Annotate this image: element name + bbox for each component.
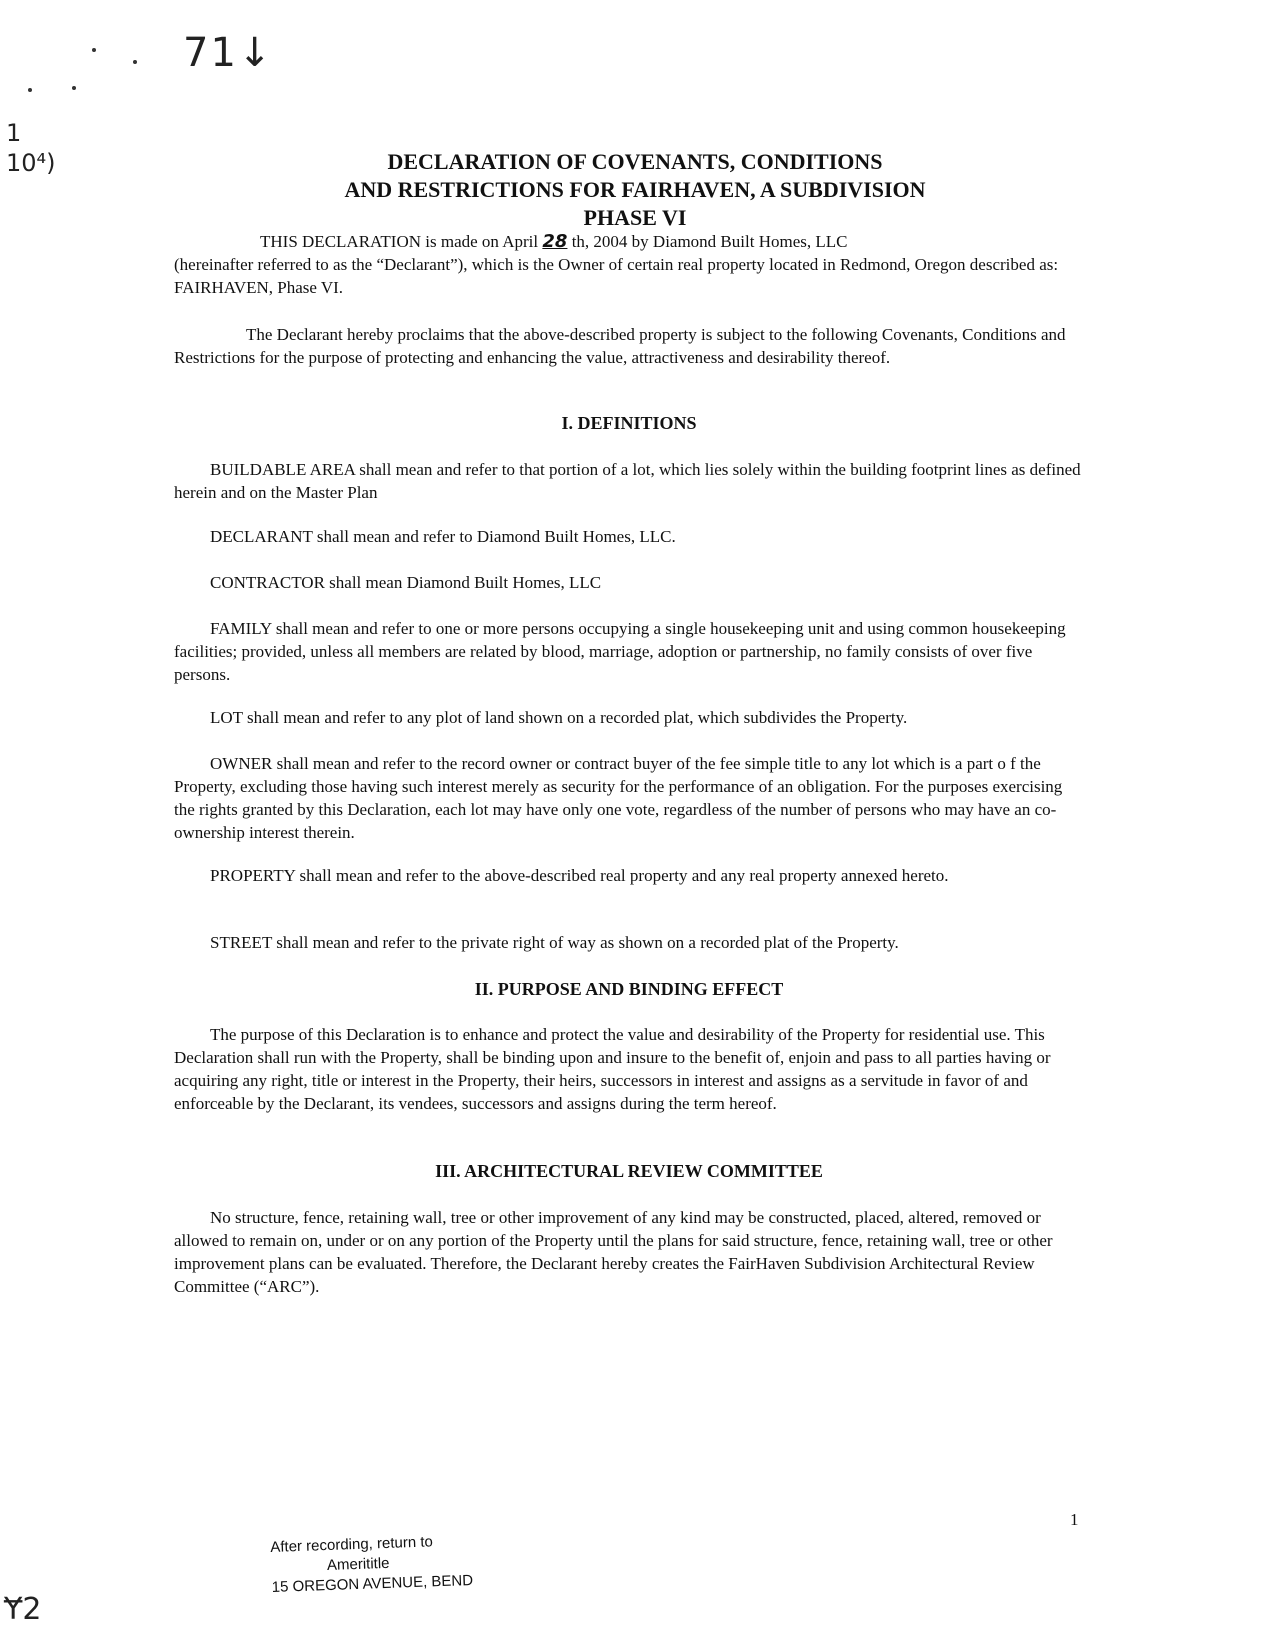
arc-text: No structure, fence, retaining wall, tree or other improvement of any kind may be constructed, placed, altered, removed or allowed to remain on, under or on any portion of the Property until the plans for said structure, fence, retaining wall, tree or other improvement plans can be evaluated. Therefore, the Declarant hereby creates the FairHaven Subdivision Architectural Review Committee (“ARC”). xyxy=(174,1208,1053,1296)
definition-text: OWNER shall mean and refer to the record owner or contract buyer of the fee simple title to any lot which is a part o f the Property, excluding those having such interest merely as security for the performance of an obligation. For the purposes exercising the rights granted by this Declaration, each lot may have only one vote, regardless of the number of persons who may have an co-ownership interest therein. xyxy=(174,754,1063,842)
handwritten-initials: Ɏ2 xyxy=(4,1592,42,1627)
intro-text-end: th, 2004 by Diamond Built Homes, LLC xyxy=(567,232,848,251)
section-definitions xyxy=(174,412,1084,435)
intro-paragraph xyxy=(174,230,1084,299)
definition-street xyxy=(174,931,1084,954)
scan-speck xyxy=(72,86,76,90)
definition-text: PROPERTY shall mean and refer to the above-described real property and any real property annexed hereto. xyxy=(210,866,949,885)
handwritten-margin-note: 1 10⁴) xyxy=(6,119,56,177)
definition-text: CONTRACTOR shall mean Diamond Built Homes, LLC xyxy=(210,573,602,592)
definition-contractor xyxy=(174,571,1084,594)
document-title xyxy=(170,148,1100,232)
section-heading-arc: III. ARCHITECTURAL REVIEW COMMITTEE xyxy=(435,1161,823,1181)
stamp-line-3: 15 OREGON AVENUE, BEND xyxy=(271,1571,474,1596)
section-heading-purpose: II. PURPOSE AND BINDING EFFECT xyxy=(474,979,784,999)
section-arc xyxy=(174,1160,1084,1183)
section-heading-definitions: I. DEFINITIONS xyxy=(561,413,697,433)
definition-text: BUILDABLE AREA shall mean and refer to that portion of a lot, which lies solely within the building footprint lines as defined herein and on the Master Plan xyxy=(174,460,1081,502)
purpose-text: The purpose of this Declaration is to enhance and protect the value and desirability of the Property for residential use. This Declaration shall run with the Property, shall be binding upon and insure to the benefit of, enjoin and pass to all parties having or acquiring any right, title or interest in the Property, their heirs, successors in interest and assigns as a servitude in favor of and enforceable by the Declarant, its vendees, successors and assigns during the term hereof. xyxy=(174,1025,1051,1113)
stamp-line-2: Amerititle xyxy=(326,1554,390,1575)
page-number: 1 xyxy=(1070,1510,1079,1529)
proclamation-paragraph xyxy=(174,323,1084,369)
intro-text-start: THIS DECLARATION is made on April xyxy=(260,232,543,251)
definition-text: LOT shall mean and refer to any plot of land shown on a recorded plat, which subdivides the Property. xyxy=(210,708,908,727)
scan-speck xyxy=(92,48,96,52)
definition-declarant xyxy=(174,525,1084,548)
definition-text: FAMILY shall mean and refer to one or more persons occupying a single housekeeping unit and using common housekeeping facilities; provided, unless all members are related by blood, marriage, adoption or partnership, no family consists of over five persons. xyxy=(174,619,1066,684)
definition-buildable-area xyxy=(174,458,1084,504)
title-line-3: PHASE VI xyxy=(583,205,687,230)
section-purpose xyxy=(174,978,1084,1001)
definition-text: STREET shall mean and refer to the private right of way as shown on a recorded plat of the Property. xyxy=(210,933,899,952)
intro-text-continued: (hereinafter referred to as the “Declarant”), which is the Owner of certain real property located in Redmond, Oregon described as: FAIRHAVEN, Phase VI. xyxy=(174,255,1059,297)
stamp-line-1: After recording, return to xyxy=(270,1533,434,1556)
recording-stamp xyxy=(270,1531,473,1598)
definition-family xyxy=(174,617,1084,686)
definition-text: DECLARANT shall mean and refer to Diamond Built Homes, LLC. xyxy=(210,527,676,546)
definition-property xyxy=(174,864,1084,887)
scan-speck xyxy=(133,60,137,64)
title-line-2: AND RESTRICTIONS FOR FAIRHAVEN, A SUBDIVISION xyxy=(344,177,926,202)
handwritten-page-mark: 71↓ xyxy=(183,30,274,76)
handwritten-date: 28 xyxy=(542,231,568,252)
arc-paragraph xyxy=(174,1206,1084,1298)
scan-speck xyxy=(28,88,32,92)
title-line-1: DECLARATION OF COVENANTS, CONDITIONS xyxy=(387,149,883,174)
definition-owner xyxy=(174,752,1084,844)
definition-lot xyxy=(174,706,1084,729)
proclamation-text: The Declarant hereby proclaims that the above-described property is subject to the following Covenants, Conditions and Restrictions for the purpose of protecting and enhancing the value, attractiveness and desirability thereof. xyxy=(174,325,1066,367)
purpose-paragraph xyxy=(174,1023,1084,1115)
